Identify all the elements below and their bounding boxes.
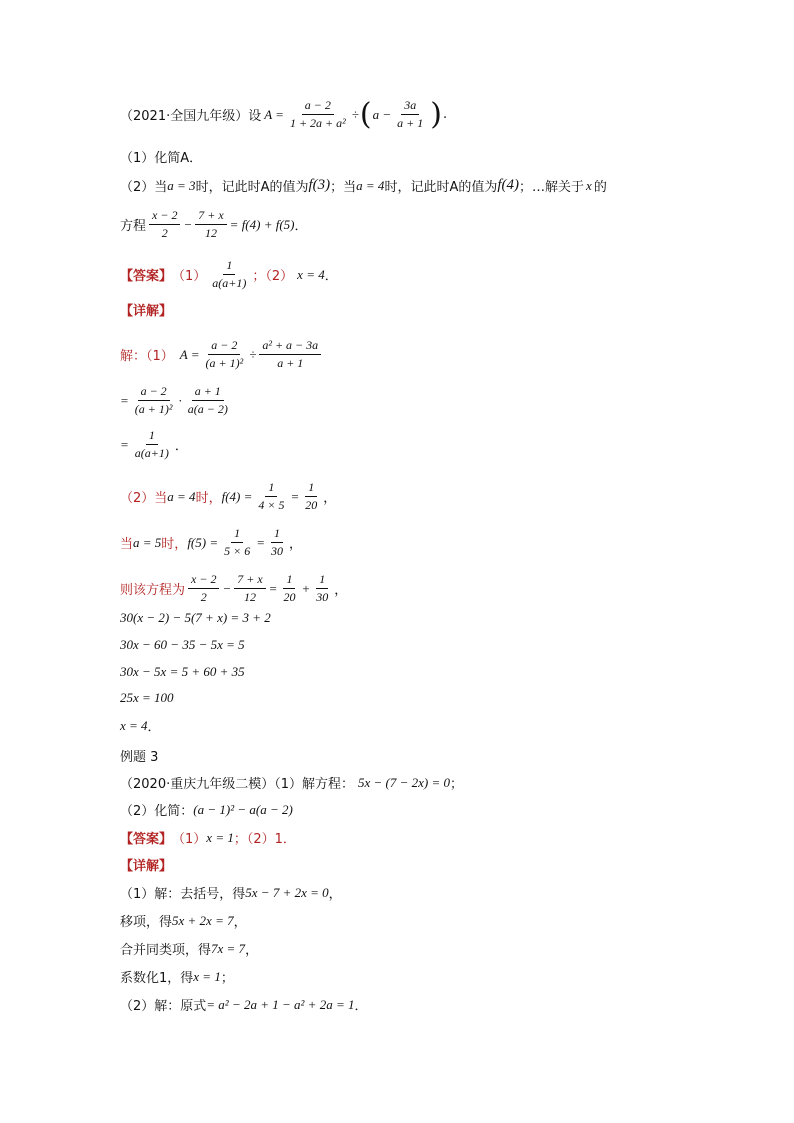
fraction	[302, 480, 320, 513]
numerator: 7 + x	[234, 572, 265, 589]
operator: =	[120, 436, 129, 452]
punct: ，	[233, 915, 247, 930]
example3-detail-4	[120, 967, 234, 986]
text: （2）化简：	[120, 804, 194, 819]
denominator: a(a+1)	[134, 446, 169, 460]
text: （2）当	[120, 180, 168, 195]
fraction	[132, 384, 176, 417]
solution-step-2	[120, 384, 234, 417]
denominator: 2	[161, 226, 168, 240]
math-expr: = a² − 2a + 1 − a² + 2a = 1	[206, 996, 355, 1012]
math-expr: f(4) =	[221, 488, 253, 504]
numerator: 1	[283, 572, 295, 589]
text: ；…解关于	[519, 180, 585, 195]
denominator: 12	[243, 590, 256, 604]
math-expr: f(3)	[308, 177, 331, 193]
solution-part-2	[120, 480, 336, 513]
denominator: a(a+1)	[212, 276, 247, 290]
math-expr: x = 4	[120, 717, 148, 733]
math-expr: a = 5	[133, 534, 162, 550]
punct: ；	[220, 971, 234, 986]
numerator: x − 2	[149, 208, 180, 225]
denominator: a + 1	[397, 116, 424, 130]
fraction	[259, 338, 321, 371]
math-expr: a = 3	[167, 177, 196, 193]
answer-part: ；（2）1．	[233, 832, 296, 847]
detail-label: 【详解】	[120, 304, 173, 319]
fraction	[185, 384, 231, 417]
numerator: 1	[271, 526, 283, 543]
fraction	[394, 98, 426, 131]
punct: ，	[334, 583, 348, 598]
question-2	[120, 176, 607, 195]
operator: +	[301, 580, 311, 596]
fraction	[195, 208, 226, 241]
example3-detail-2	[120, 911, 247, 930]
solution-step-3	[120, 428, 188, 461]
punct: ，	[245, 943, 259, 958]
right-paren: )	[430, 96, 442, 132]
equation-step: 25x = 100	[120, 690, 174, 705]
numerator: x − 2	[188, 572, 219, 589]
denominator: (a + 1)²	[205, 356, 244, 370]
detail-label: 【详解】	[120, 859, 173, 874]
denominator: 1 + 2a + a²	[289, 116, 346, 130]
punct: ，	[289, 537, 303, 552]
math-expr: a = 4	[356, 177, 385, 193]
denominator: 2	[200, 590, 207, 604]
denominator: 30	[316, 590, 329, 604]
numerator: 7 + x	[195, 208, 226, 225]
denominator: 4 × 5	[258, 498, 285, 512]
text: 方程	[120, 219, 147, 234]
fraction	[280, 572, 298, 605]
numerator: 1	[223, 258, 235, 275]
text: （2020·重庆九年级二模）（1）解方程：	[120, 777, 354, 792]
math-expr: A =	[179, 346, 200, 362]
left-paren: (	[359, 96, 372, 132]
question-3	[120, 208, 308, 241]
math-expr: f(5) =	[187, 534, 219, 550]
math-expr: A =	[264, 106, 284, 122]
operator: −	[222, 580, 232, 596]
operator: ÷	[249, 346, 257, 362]
denominator: a + 1	[277, 356, 304, 370]
equation-step: 30x − 5x = 5 + 60 + 35	[120, 664, 245, 679]
fraction	[149, 208, 180, 241]
answer-line	[120, 258, 338, 291]
text: 时，记此时A的值为	[384, 180, 498, 195]
denominator: 20	[283, 590, 296, 604]
operator: −	[183, 216, 193, 232]
example3-question-2	[120, 800, 293, 819]
punct: .	[442, 107, 448, 122]
math-expr: x = 4	[297, 266, 325, 282]
text: 则该方程为	[120, 583, 186, 598]
punct: ．	[174, 439, 188, 454]
operator: =	[268, 580, 278, 596]
example3-answer	[120, 828, 296, 847]
fraction	[132, 428, 172, 461]
math-expr: x	[586, 177, 592, 193]
text: 移项，得	[120, 915, 173, 930]
numerator: a − 2	[208, 338, 240, 355]
denominator: 20	[305, 498, 318, 512]
math-expr: a −	[372, 106, 392, 122]
solution-step-1	[120, 338, 324, 371]
numerator: a² + a − 3a	[259, 338, 321, 355]
denominator: 5 × 6	[224, 544, 251, 558]
math-expr: 5x − (7 − 2x) = 0	[358, 774, 451, 790]
fraction	[287, 98, 349, 131]
math-expr: = f(4) + f(5)	[229, 216, 295, 232]
question-1: （1）化简A．	[120, 151, 203, 166]
answer-part: ；（2）	[252, 269, 294, 284]
numerator: 1	[146, 428, 158, 445]
denominator: 12	[204, 226, 217, 240]
solution-part-3	[120, 526, 302, 559]
math-expr: 7x = 7	[211, 940, 246, 956]
denominator: a(a − 2)	[187, 402, 228, 416]
text: （1）解：去括号，得	[120, 887, 246, 902]
numerator: 1	[231, 526, 243, 543]
example3-detail-3	[120, 939, 258, 958]
operator: ·	[178, 392, 182, 408]
operator: =	[256, 534, 265, 550]
text: 合并同类项，得	[120, 943, 212, 958]
answer-label: 【答案】	[120, 269, 173, 284]
equation-step: 30x − 60 − 35 − 5x = 5	[120, 637, 245, 652]
punct: ．	[147, 720, 161, 735]
math-expr: 5x − 7 + 2x = 0	[245, 884, 329, 900]
numerator: 1	[305, 480, 317, 497]
numerator: 1	[316, 572, 328, 589]
text: （2）当	[120, 491, 168, 506]
text: （2）解：原式	[120, 999, 207, 1014]
operator: =	[120, 392, 129, 408]
equation-step: 30(x − 2) − 5(7 + x) = 3 + 2	[120, 610, 271, 625]
punct: ．	[354, 999, 368, 1014]
example-title: 例题 3	[120, 750, 159, 765]
text: 的	[593, 180, 607, 195]
problem-source: （2021·全国九年级）设	[120, 109, 262, 124]
equation-step	[120, 716, 161, 735]
math-expr: f(4)	[497, 177, 520, 193]
numerator: 3a	[401, 98, 419, 115]
solution-part-4	[120, 572, 347, 605]
math-expr: (a − 1)² − a(a − 2)	[193, 801, 293, 817]
fraction	[203, 338, 247, 371]
text: 时，记此时A的值为	[195, 180, 309, 195]
example3-question-1	[120, 773, 463, 792]
punct: ，	[323, 491, 337, 506]
answer-part: （1）	[172, 269, 207, 284]
denominator: 30	[271, 544, 283, 558]
text: 系数化1，得	[120, 971, 194, 986]
text: 解：（1）	[120, 349, 174, 364]
numerator: a − 2	[138, 384, 170, 401]
punct: ；	[450, 777, 464, 792]
fraction	[234, 572, 265, 605]
fraction	[209, 258, 249, 291]
fraction	[188, 572, 219, 605]
fraction	[313, 572, 331, 605]
math-expr: a = 4	[167, 488, 196, 504]
fraction	[268, 526, 286, 559]
text: 当	[120, 537, 134, 552]
numerator: a − 2	[302, 98, 334, 115]
text: 时，	[195, 491, 222, 506]
fraction	[255, 480, 287, 513]
example3-detail-5	[120, 995, 367, 1014]
denominator: (a + 1)²	[134, 402, 173, 416]
math-expr: x = 1	[193, 968, 221, 984]
punct: ．	[294, 219, 308, 234]
fraction	[221, 526, 253, 559]
answer-part: （1）	[172, 832, 207, 847]
text: 时，	[161, 537, 188, 552]
numerator: a + 1	[192, 384, 224, 401]
example3-detail-1	[120, 883, 342, 902]
text: ；当	[330, 180, 357, 195]
operator: =	[290, 488, 300, 504]
problem-statement	[120, 98, 447, 131]
operator: ÷	[351, 106, 359, 122]
math-expr: x = 1	[206, 829, 234, 845]
numerator: 1	[265, 480, 277, 497]
math-expr: 5x + 2x = 7	[172, 912, 234, 928]
punct: ．	[324, 269, 338, 284]
punct: ，	[328, 887, 342, 902]
answer-label: 【答案】	[120, 832, 173, 847]
